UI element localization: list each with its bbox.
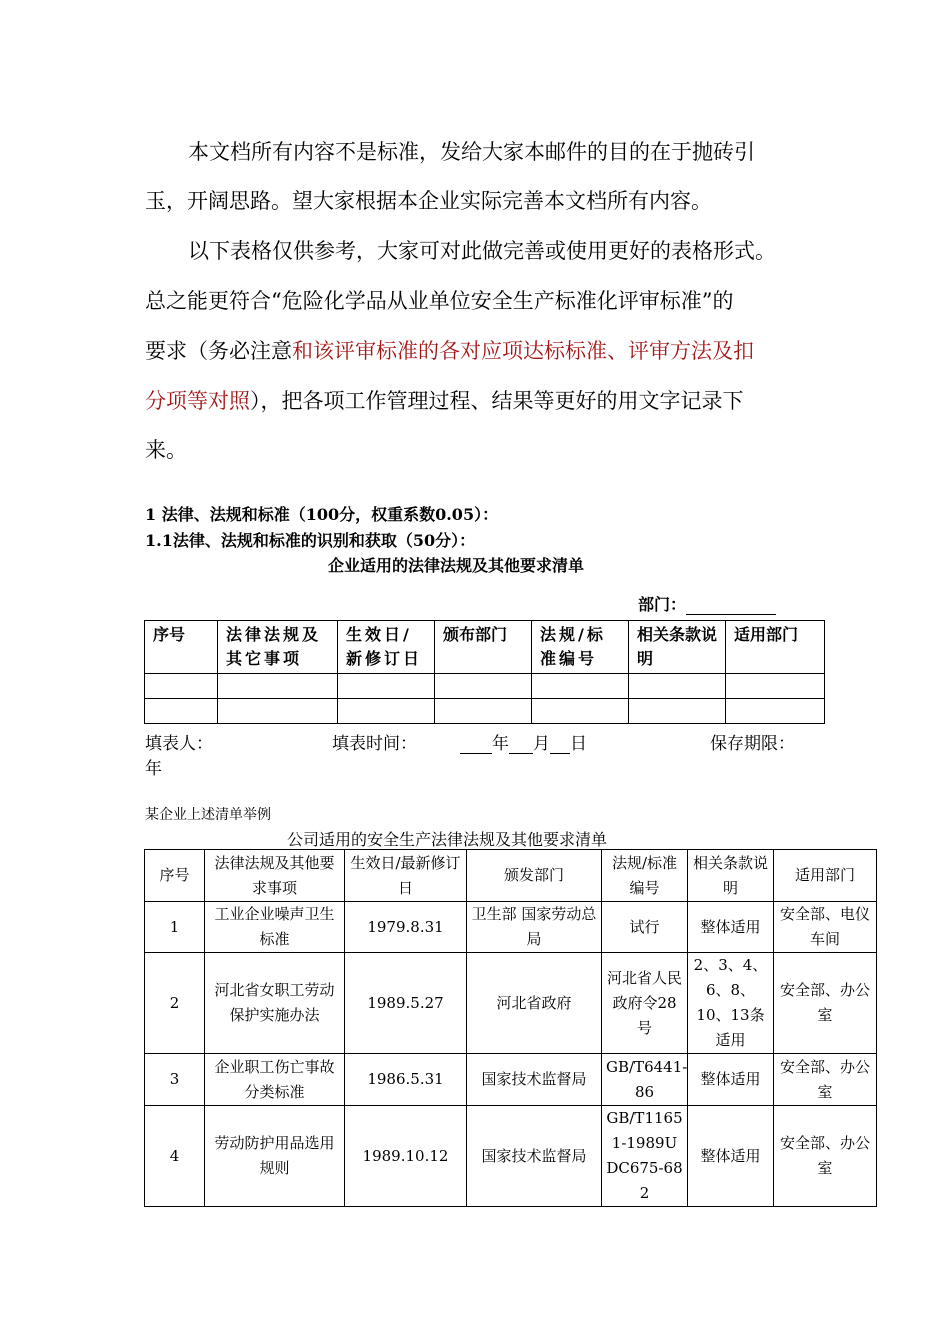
footer-filler-label: 填表人： (145, 734, 213, 754)
blank-form-row (145, 699, 825, 724)
header-cell: 相关条款说明 (688, 850, 774, 902)
blank-cell[interactable] (338, 674, 435, 699)
blank-cell[interactable] (629, 674, 726, 699)
intro-line-2: 玉，开阔思路。望大家根据本企业实际完善本文档所有内容。 (145, 189, 712, 213)
dept-label: 部门： (638, 592, 776, 615)
cell-clause: 2、3、4、6、8、10、13条适用 (688, 953, 774, 1054)
cell-date: 1989.5.27 (345, 953, 467, 1054)
blank-form-row (145, 674, 825, 699)
section-heading-1-1: 1.1法律、法规和标准的识别和获取（50分）： (145, 531, 476, 550)
intro-line-1: 本文档所有内容不是标准，发给大家本邮件的目的在于抛砖引 (188, 140, 755, 164)
cell-apply: 安全部、电仪车间 (774, 902, 877, 953)
cell-no: 2 (145, 953, 205, 1054)
cell-date: 1986.5.31 (345, 1054, 467, 1106)
header-cell: 颁布部门 (435, 621, 532, 674)
intro-line-7: 来。 (145, 438, 187, 462)
blank-cell[interactable] (726, 699, 825, 724)
cell-apply: 安全部、办公室 (774, 1106, 877, 1207)
footer-time-label: 填表时间： (332, 734, 417, 754)
cell-no: 3 (145, 1054, 205, 1106)
blank-form-header-row (145, 621, 825, 674)
intro-highlight-2: 分项等对照 (145, 389, 250, 413)
year-blank[interactable] (460, 736, 492, 754)
section-heading-1: 1 法律、法规和标准（100分，权重系数0.05）： (145, 505, 499, 524)
month-blank[interactable] (509, 736, 533, 754)
cell-code: GB/T11651-1989UDC675-682 (602, 1106, 688, 1207)
blank-cell[interactable] (629, 699, 726, 724)
table-row (145, 1106, 877, 1207)
blank-cell[interactable] (532, 699, 629, 724)
table-row (145, 1054, 877, 1106)
blank-cell[interactable] (435, 699, 532, 724)
header-cell: 适用部门 (774, 850, 877, 902)
header-cell: 法律法规及其它事项 (218, 621, 338, 674)
footer-keep-unit: 年 (145, 759, 162, 779)
cell-clause: 整体适用 (688, 902, 774, 953)
blank-cell[interactable] (435, 674, 532, 699)
example-table (144, 849, 877, 1207)
cell-date: 1979.8.31 (345, 902, 467, 953)
cell-dept: 国家技术监督局 (467, 1106, 602, 1207)
dept-blank[interactable] (686, 596, 776, 615)
header-cell: 生效日/新修订日 (338, 621, 435, 674)
intro-line-6 (145, 388, 744, 414)
cell-no: 4 (145, 1106, 205, 1207)
cell-dept: 国家技术监督局 (467, 1054, 602, 1106)
blank-cell[interactable] (726, 674, 825, 699)
cell-code: 试行 (602, 902, 688, 953)
day-blank[interactable] (550, 736, 570, 754)
header-cell: 生效日/最新修订日 (345, 850, 467, 902)
intro-line-5-a: 要求（务必注意 (145, 339, 292, 363)
table-row (145, 902, 877, 953)
header-cell: 序号 (145, 621, 218, 674)
blank-cell[interactable] (532, 674, 629, 699)
cell-name: 河北省女职工劳动保护实施办法 (205, 953, 345, 1054)
blank-cell[interactable] (145, 674, 218, 699)
header-cell: 法规/标准编号 (532, 621, 629, 674)
cell-code: GB/T6441-86 (602, 1054, 688, 1106)
cell-apply: 安全部、办公室 (774, 953, 877, 1054)
header-cell: 法规/标准编号 (602, 850, 688, 902)
intro-line-3: 以下表格仅供参考，大家可对此做完善或使用更好的表格形式。 (188, 239, 776, 263)
cell-name: 企业职工伤亡事故分类标准 (205, 1054, 345, 1106)
header-cell: 序号 (145, 850, 205, 902)
cell-apply: 安全部、办公室 (774, 1054, 877, 1106)
example-header-row (145, 850, 877, 902)
header-cell: 法律法规及其他要求事项 (205, 850, 345, 902)
table-row (145, 953, 877, 1054)
header-cell: 颁发部门 (467, 850, 602, 902)
cell-clause: 整体适用 (688, 1054, 774, 1106)
blank-form-table (144, 620, 825, 724)
header-cell: 适用部门 (726, 621, 825, 674)
form-title: 企业适用的法律法规及其他要求清单 (328, 556, 585, 575)
intro-line-5 (145, 338, 754, 364)
example-title: 公司适用的安全生产法律法规及其他要求清单 (287, 830, 608, 849)
cell-no: 1 (145, 902, 205, 953)
header-cell: 相关条款说明 (629, 621, 726, 674)
blank-cell[interactable] (145, 699, 218, 724)
cell-date: 1989.10.12 (345, 1106, 467, 1207)
intro-highlight-1: 和该评审标准的各对应项达标标准、评审方法及扣 (292, 339, 754, 363)
blank-cell[interactable] (218, 699, 338, 724)
example-caption: 某企业上述清单举例 (145, 807, 271, 823)
footer-keep-label: 保存期限： (710, 734, 795, 754)
cell-name: 劳动防护用品选用规则 (205, 1106, 345, 1207)
blank-cell[interactable] (218, 674, 338, 699)
cell-code: 河北省人民政府令28号 (602, 953, 688, 1054)
cell-dept: 河北省政府 (467, 953, 602, 1054)
blank-cell[interactable] (338, 699, 435, 724)
cell-clause: 整体适用 (688, 1106, 774, 1207)
intro-line-6-b: ），把各项工作管理过程、结果等更好的用文字记录下 (250, 389, 744, 413)
intro-line-4: 总之能更符合“危险化学品从业单位安全生产标准化评审标准”的 (145, 289, 734, 313)
footer-date: 年 月 日 (460, 729, 587, 754)
cell-name: 工业企业噪声卫生标准 (205, 902, 345, 953)
cell-dept: 卫生部 国家劳动总局 (467, 902, 602, 953)
